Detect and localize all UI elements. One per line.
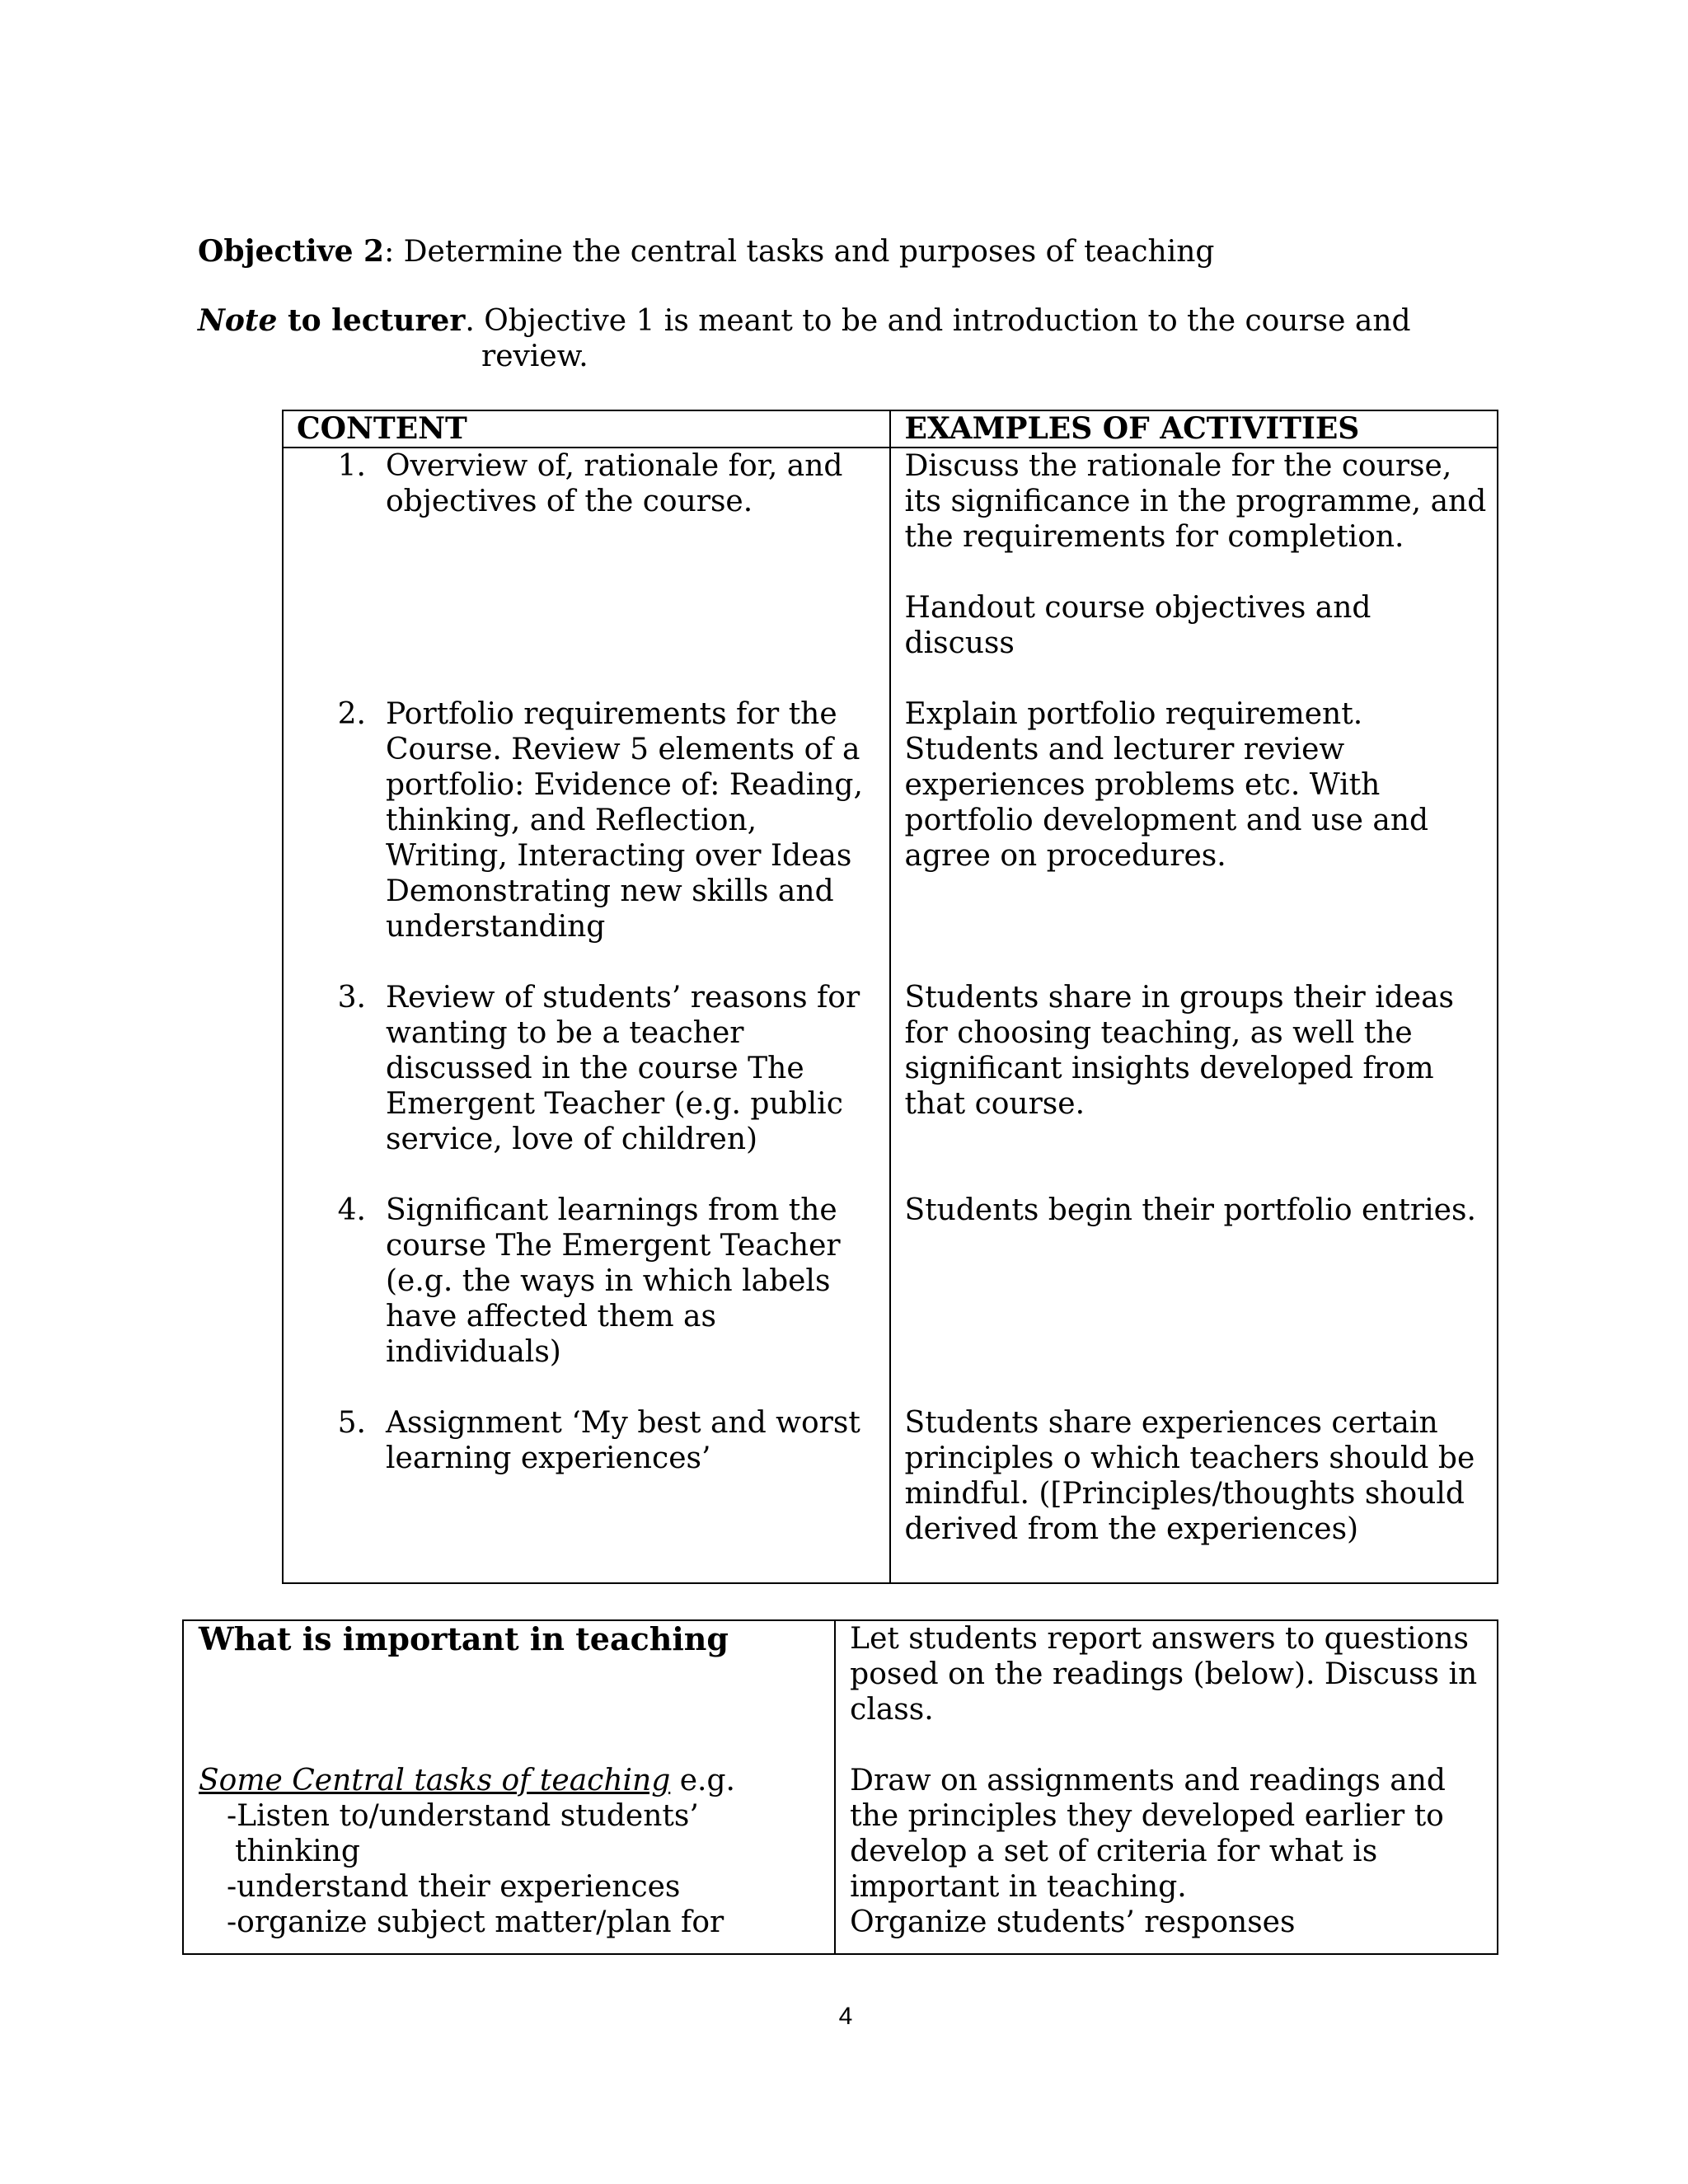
item-number: 4.: [337, 1193, 366, 1227]
activity-item: [905, 448, 1489, 696]
task-item: -organize subject matter/plan for: [227, 1905, 724, 1939]
activities-list: [905, 448, 1489, 1582]
activity-line: derived from the experiences): [904, 1512, 1359, 1546]
content-line: understanding: [386, 910, 606, 944]
objective-line: [198, 234, 1214, 269]
note-label-italic: Note: [198, 303, 278, 338]
item-number: 1.: [337, 449, 366, 483]
activity-line: significant insights developed from: [904, 1052, 1434, 1085]
activity-line: that course.: [904, 1087, 1085, 1121]
activity-line: for choosing teaching, as well the: [904, 1016, 1413, 1050]
content-line: Emergent Teacher (e.g. public: [386, 1087, 843, 1121]
activity-line: principles o which teachers should be: [904, 1441, 1475, 1475]
objective-text: : Determine the central tasks and purposes of teaching: [384, 235, 1215, 269]
content-line: Significant learnings from the: [386, 1193, 837, 1227]
item-number: 3.: [337, 981, 366, 1015]
important-right-cell: [835, 1620, 1498, 1954]
content-line: Portfolio requirements for the: [386, 697, 837, 731]
right-line: the principles they developed earlier to: [850, 1799, 1444, 1833]
item-text: [386, 448, 889, 696]
content-line: have affected them as: [386, 1300, 716, 1333]
tasks-suffix: e.g.: [670, 1764, 735, 1797]
item-number: 2.: [337, 697, 366, 731]
content-line: wanting to be a teacher: [386, 1016, 744, 1050]
activity-item: [905, 1405, 1489, 1582]
note-line: [198, 303, 1411, 339]
task-item: -understand their experiences: [227, 1870, 681, 1904]
content-activities-table: [282, 410, 1498, 1584]
content-line: Demonstrating new skills and: [386, 874, 834, 908]
content-line: individuals): [386, 1335, 561, 1369]
activity-line: mindful. ([Principles/thoughts should: [904, 1477, 1465, 1511]
content-list: [284, 448, 889, 1582]
activity-item: [905, 696, 1489, 980]
note-text-continued: review.: [481, 340, 588, 373]
tasks-title-line: [199, 1763, 834, 1798]
activities-header: EXAMPLES OF ACTIVITIES: [890, 410, 1498, 448]
content-item: [284, 696, 889, 980]
content-column: [283, 448, 890, 1583]
content-line: (e.g. the ways in which labels: [386, 1264, 831, 1298]
right-line: develop a set of criteria for what is: [850, 1835, 1378, 1868]
activity-item: [905, 980, 1489, 1193]
right-line: Let students report answers to questions: [850, 1622, 1469, 1656]
activity-line: experiences problems etc. With: [904, 768, 1381, 802]
activity-line: its significance in the programme, and: [904, 485, 1487, 518]
activity-line: Discuss the rationale for the course,: [904, 449, 1452, 483]
right-line: Draw on assignments and readings and: [850, 1764, 1446, 1797]
activity-line: Students and lecturer review: [904, 733, 1345, 766]
activity-line: portfolio development and use and: [904, 804, 1429, 837]
important-heading: What is important in teaching: [199, 1620, 729, 1657]
item-text: [386, 1193, 889, 1405]
page-number: 4: [838, 2003, 853, 2030]
activities-column: [890, 448, 1498, 1583]
content-line: Overview of, rationale for, and: [386, 449, 843, 483]
item-text: [386, 980, 889, 1193]
activity-line: Students begin their portfolio entries.: [904, 1193, 1476, 1227]
right-line: posed on the readings (below). Discuss in: [850, 1657, 1478, 1691]
activity-item: [905, 1193, 1489, 1405]
item-text: [386, 1405, 889, 1582]
objective-label: Objective 2: [198, 234, 385, 269]
tasks-label: Some Central tasks of teaching: [199, 1764, 671, 1797]
activity-line: Explain portfolio requirement.: [904, 697, 1363, 731]
activity-line: Students share experiences certain: [904, 1406, 1438, 1440]
right-line: class.: [850, 1693, 934, 1727]
content-item: [284, 448, 889, 696]
content-item: [284, 1405, 889, 1582]
item-text: [386, 696, 889, 980]
task-item: -Listen to/understand students’: [227, 1799, 699, 1833]
activity-line: the requirements for completion.: [904, 520, 1404, 554]
item-number: 5.: [337, 1406, 366, 1440]
activity-line: Students share in groups their ideas: [904, 981, 1455, 1015]
content-header: CONTENT: [283, 410, 890, 448]
content-item: [284, 1193, 889, 1405]
content-line: Course. Review 5 elements of a: [386, 733, 860, 766]
content-item: [284, 980, 889, 1193]
right-line: Organize students’ responses: [850, 1905, 1296, 1939]
content-line: learning experiences’: [386, 1441, 711, 1475]
right-line: important in teaching.: [850, 1870, 1187, 1904]
content-line: objectives of the course.: [386, 485, 753, 518]
activity-line: agree on procedures.: [904, 839, 1226, 873]
important-left-cell: [183, 1620, 835, 1954]
note-label-rest: to lecturer: [277, 303, 466, 338]
content-line: Writing, Interacting over Ideas: [386, 839, 852, 873]
content-line: portfolio: Evidence of: Reading,: [386, 768, 863, 802]
content-line: thinking, and Reflection,: [386, 804, 757, 837]
important-teaching-table: [182, 1619, 1498, 1955]
content-line: course The Emergent Teacher: [386, 1229, 841, 1263]
content-line: service, love of children): [386, 1122, 758, 1156]
note-text: . Objective 1 is meant to be and introduction to the course and: [465, 304, 1411, 338]
activity-line: Handout course objectives and discuss: [904, 591, 1372, 660]
content-line: Review of students’ reasons for: [386, 981, 860, 1015]
content-line: Assignment ‘My best and worst: [386, 1406, 860, 1440]
content-line: discussed in the course The: [386, 1052, 804, 1085]
task-item: thinking: [235, 1835, 360, 1868]
activity-line: [905, 555, 1489, 590]
